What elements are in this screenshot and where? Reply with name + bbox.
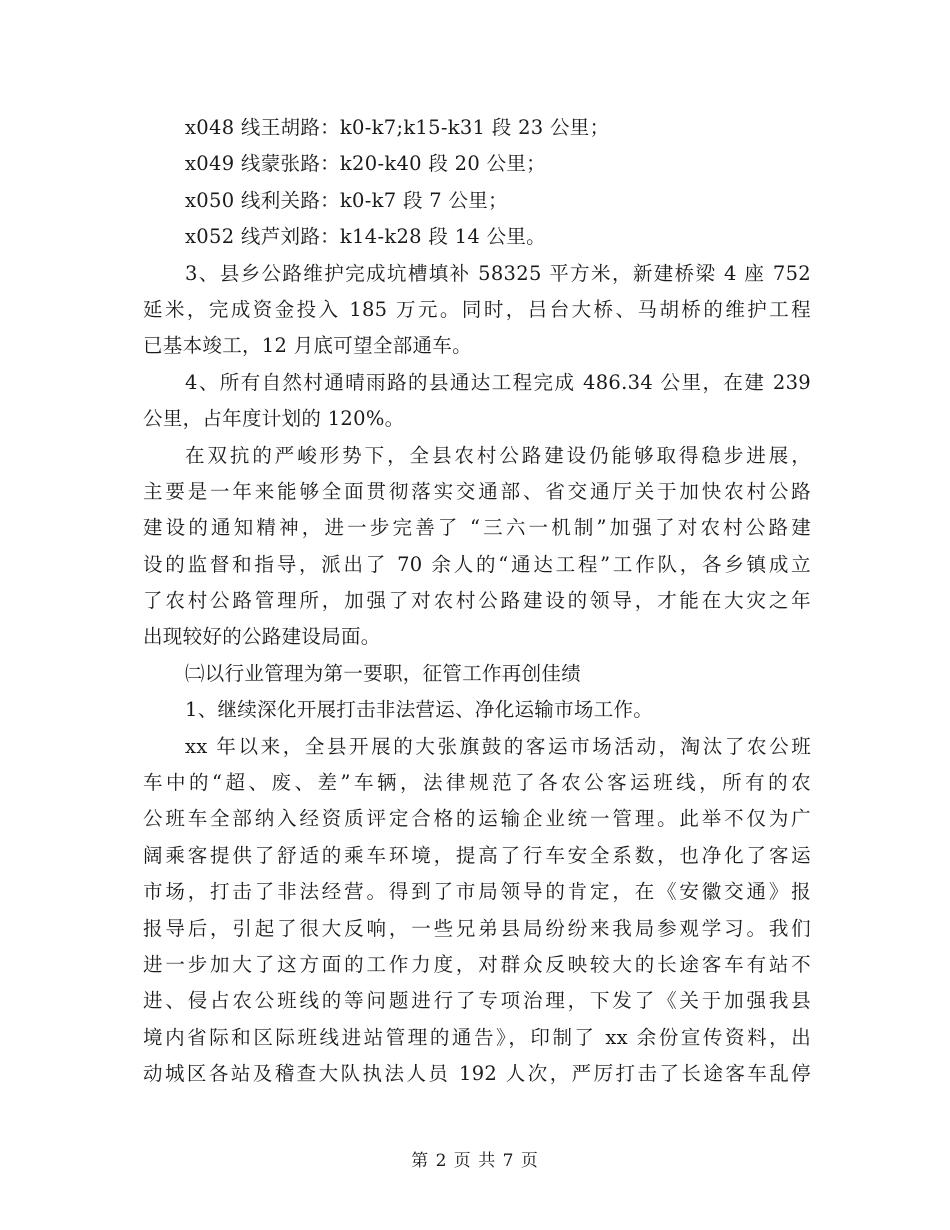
text-line: x049 线蒙张路：k20-k40 段 20 公里； bbox=[185, 152, 546, 176]
text-line: 4、所有自然村通晴雨路的县通达工程完成 486.34 公里，在建 239 bbox=[185, 370, 811, 394]
text-line: 报导后，引起了很大反响，一些兄弟县局纷纷来我局参观学习。我们 bbox=[143, 916, 811, 940]
text-line: 市场，打击了非法经营。得到了市局领导的肯定，在《安徽交通》报 bbox=[143, 880, 811, 904]
text-line: x050 线利关路：k0-k7 段 7 公里； bbox=[185, 188, 508, 212]
text-line: x052 线芦刘路：k14-k28 段 14 公里。 bbox=[185, 225, 546, 249]
text-line: 设的监督和指导，派出了 70 余人的“通达工程”工作队，各乡镇成立 bbox=[143, 552, 811, 576]
text-line: 3、县乡公路维护完成坑槽填补 58325 平方米，新建桥梁 4 座 752 bbox=[185, 261, 811, 285]
text-line: 建设的通知精神，进一步完善了 “三六一机制”加强了对农村公路建 bbox=[143, 516, 811, 540]
text-line: 车中的“超、废、差”车辆，法律规范了各农公客运班线，所有的农 bbox=[143, 771, 811, 795]
document-body bbox=[143, 110, 811, 1093]
text-line: 在双抗的严峻形势下，全县农村公路建设仍能够取得稳步进展， bbox=[185, 443, 811, 467]
text-line: 公班车全部纳入经资质评定合格的运输企业统一管理。此举不仅为广 bbox=[143, 807, 811, 831]
text-line: xx 年以来，全县开展的大张旗鼓的客运市场活动，淘汰了农公班 bbox=[185, 734, 811, 758]
text-line: 进一步加大了这方面的工作力度，对群众反映较大的长途客车有站不 bbox=[143, 952, 811, 976]
text-line: 动城区各站及稽查大队执法人员 192 人次，严厉打击了长途客车乱停 bbox=[143, 1062, 811, 1086]
text-line: 1、继续深化开展打击非法营运、净化运输市场工作。 bbox=[185, 698, 654, 722]
text-line: 阔乘客提供了舒适的乘车环境，提高了行车安全系数，也净化了客运 bbox=[143, 843, 811, 867]
text-line: 主要是一年来能够全面贯彻落实交通部、省交通厅关于加快农村公路 bbox=[143, 479, 811, 503]
text-line: x048 线王胡路：k0-k7;k15-k31 段 23 公里； bbox=[185, 116, 610, 139]
text-line: 了农村公路管理所，加强了对农村公路建设的领导，才能在大灾之年 bbox=[143, 589, 811, 613]
text-line: 出现较好的公路建设局面。 bbox=[143, 625, 381, 649]
text-line: 延米，完成资金投入 185 万元。同时，吕台大桥、马胡桥的维护工程 bbox=[143, 297, 811, 321]
page-footer bbox=[0, 1146, 950, 1171]
page-number-label: 第 2 页 共 7 页 bbox=[411, 1151, 539, 1171]
text-line: 公里，占年度计划的 120%。 bbox=[143, 407, 405, 431]
text-line: 进、侵占农公班线的等问题进行了专项治理，下发了《关于加强我县 bbox=[143, 989, 811, 1013]
text-line: ㈡以行业管理为第一要职，征管工作再创佳绩 bbox=[185, 661, 582, 685]
text-line: 已基本竣工，12 月底可望全部通车。 bbox=[143, 334, 472, 358]
text-line: 境内省际和区际班线进站管理的通告》，印制了 xx 余份宣传资料，出 bbox=[143, 1025, 811, 1049]
